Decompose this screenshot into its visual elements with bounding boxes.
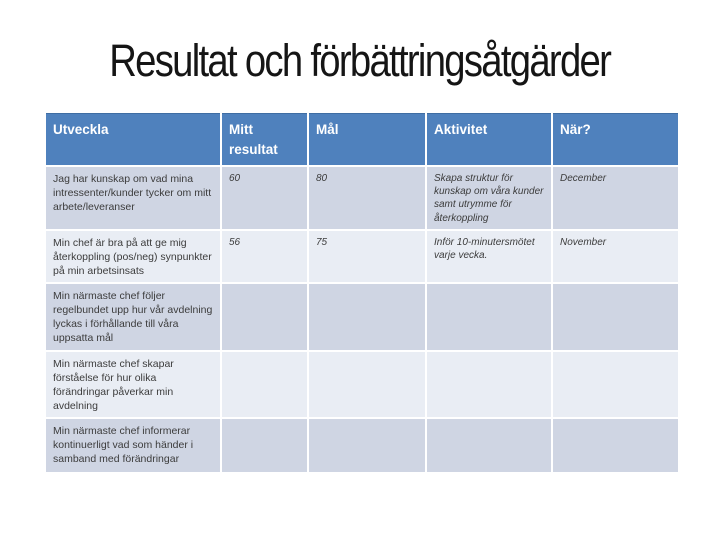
cell-mitt-resultat [222,284,307,349]
cell-utveckla: Min närmaste chef följer regelbundet upp hur vår avdelning lyckas i förhållande till våra uppsatta mål [46,284,220,349]
column-header-nar: När? [553,113,678,165]
table-row [46,231,678,282]
column-header-mal: Mål [309,113,425,165]
cell-aktivitet [427,284,551,349]
table-row [46,167,678,230]
page-title [0,32,720,90]
cell-mal: 80 [309,167,425,230]
cell-utveckla: Jag har kunskap om vad mina intressenter/kunder tycker om mitt arbete/leveranser [46,167,220,230]
column-header-mitt-resultat: Mitt resultat [222,113,307,165]
cell-nar [553,352,678,417]
table-row [46,419,678,472]
cell-nar [553,284,678,349]
cell-aktivitet [427,352,551,417]
cell-nar: December [553,167,678,230]
cell-mal: 75 [309,231,425,282]
column-header-aktivitet: Aktivitet [427,113,551,165]
cell-nar [553,419,678,472]
cell-mal [309,352,425,417]
cell-nar: November [553,231,678,282]
table-row [46,352,678,417]
cell-mal [309,284,425,349]
results-table [44,111,680,474]
cell-utveckla: Min chef är bra på att ge mig återkoppling (pos/neg) synpunkter på min arbetsinsats [46,231,220,282]
cell-aktivitet [427,419,551,472]
cell-mitt-resultat: 56 [222,231,307,282]
cell-utveckla: Min närmaste chef skapar förståelse för hur olika förändringar påverkar min avdelning [46,352,220,417]
table-row [46,284,678,349]
cell-mitt-resultat: 60 [222,167,307,230]
cell-aktivitet: Inför 10-minutersmötet varje vecka. [427,231,551,282]
cell-mitt-resultat [222,419,307,472]
cell-mitt-resultat [222,352,307,417]
table-header-row [46,113,678,165]
column-header-utveckla: Utveckla [46,113,220,165]
cell-aktivitet: Skapa struktur för kunskap om våra kunder samt utrymme för återkoppling [427,167,551,230]
cell-utveckla: Min närmaste chef informerar kontinuerligt vad som händer i samband med förändringar [46,419,220,472]
page-title-text: Resultat och förbättringsåtgärder [109,35,611,86]
cell-mal [309,419,425,472]
